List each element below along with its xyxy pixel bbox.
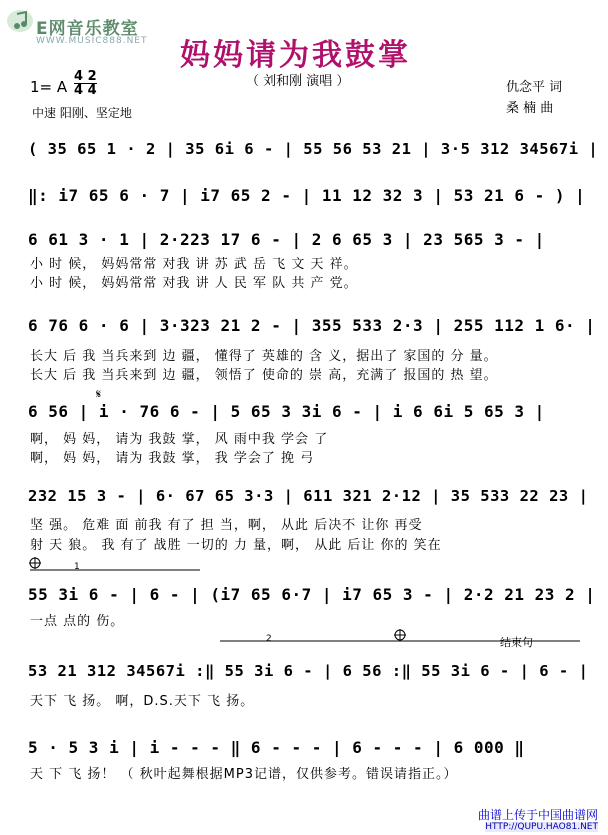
footer-upload: 曲谱上传于中国曲谱网 xyxy=(477,808,598,822)
music-line: 5 · 5 3 i | i - - - ‖ 6 - - - | 6 - - - | 6 000 ‖ xyxy=(28,738,525,757)
segno-icon: 𝄋 xyxy=(96,387,102,401)
music-line: ‖: i7 65 6 · 7 | i7 65 2 - | 11 12 32 3 | 53 21 6 - ) | xyxy=(28,186,586,205)
lyric-line: 小 时 候， 妈妈常常 对我 讲 苏 武 岳 飞 文 天 祥。 xyxy=(30,257,358,272)
lyric-line: 射 天 狼。 我 有了 战胜 一切的 力 量，啊， 从此 后让 你的 笑在 xyxy=(30,538,442,553)
lyric-line: 坚 强。 危难 面 前我 有了 担 当，啊， 从此 后决不 让你 再受 xyxy=(30,518,423,533)
lyric-line: 一点 点的 伤。 xyxy=(30,614,125,629)
lyric-line: 长大 后 我 当兵来到 边 疆， 懂得了 英雄的 含 义，据出了 家国的 分 量。 xyxy=(30,349,498,364)
music-line: 55 3i 6 - | 6 - | (i7 65 6·7 | i7 65 3 - | 2·2 21 23 2 | xyxy=(28,585,596,604)
volta-2-label: 2 xyxy=(266,634,272,644)
tempo-marking: 中速 阳刚、坚定地 xyxy=(32,106,132,120)
song-title: 妈妈请为我鼓掌 xyxy=(180,38,411,73)
lyric-line: 小 时 候， 妈妈常常 对我 讲 人 民 军 队 共 产 党。 xyxy=(30,276,358,291)
music-line: 232 15 3 - | 6· 67 65 3·3 | 611 321 2·12 | 35 533 22 23 | xyxy=(28,487,589,505)
coda-icon-start xyxy=(30,558,40,568)
lyricist-credit: 仇念平 词 xyxy=(506,80,563,95)
meter-top: 4 2 xyxy=(74,69,97,84)
lyric-line: 天 下 飞 扬！ （ 秋叶起舞根据MP3记谱，仅供参考。错误请指正。） xyxy=(30,767,458,782)
lyric-line: 啊， 妈 妈， 请为 我鼓 掌， 我 学会了 挽 弓 xyxy=(30,451,315,466)
music-note-logo-icon xyxy=(6,8,36,34)
music-line: 6 76 6 · 6 | 3·323 21 2 - | 355 533 2·3 | 255 112 1 6· | xyxy=(28,316,596,335)
singer-credit: （ 刘和刚 演唱 ） xyxy=(246,74,350,89)
key-signature: 1= A xyxy=(30,78,68,96)
footer-url: HTTP://QUPU.HAO81.NET xyxy=(485,822,598,832)
volta-1-label: 1 xyxy=(74,562,80,572)
composer-credit: 桑 楠 曲 xyxy=(506,101,554,116)
lyric-line: 啊， 妈 妈， 请为 我鼓 掌， 风 雨中我 学会 了 xyxy=(30,432,329,447)
watermark-site: WWW.MUSIC888.NET xyxy=(36,36,148,46)
coda-icon xyxy=(395,630,405,640)
music-line: 6 61 3 · 1 | 2·223 17 6 - | 2 6 65 3 | 23 565 3 - | xyxy=(28,230,545,249)
watermark-brand: E网音乐教室 xyxy=(36,19,139,39)
lyric-line: 天下 飞 扬。 啊，D.S.天下 飞 扬。 xyxy=(30,694,255,709)
end-phrase-label: 结束句 xyxy=(500,636,533,649)
music-line: ( 35 65 1 · 2 | 35 6i 6 - | 55 56 53 21 | 3·5 312 34567i | xyxy=(28,140,599,158)
meter-bottom: 4 4 xyxy=(74,83,97,98)
music-line: 53 21 312 34567i :‖ 55 3i 6 - | 6 56 :‖ 55 3i 6 - | 6 - | xyxy=(28,662,589,680)
lyric-line: 长大 后 我 当兵来到 边 疆， 领悟了 使命的 崇 高，充满了 报国的 热 望。 xyxy=(30,368,498,383)
music-line: 6 56 | i · 76 6 - | 5 65 3 3i 6 - | i 6 6i 5 65 3 | xyxy=(28,402,545,421)
time-signature xyxy=(74,70,97,97)
